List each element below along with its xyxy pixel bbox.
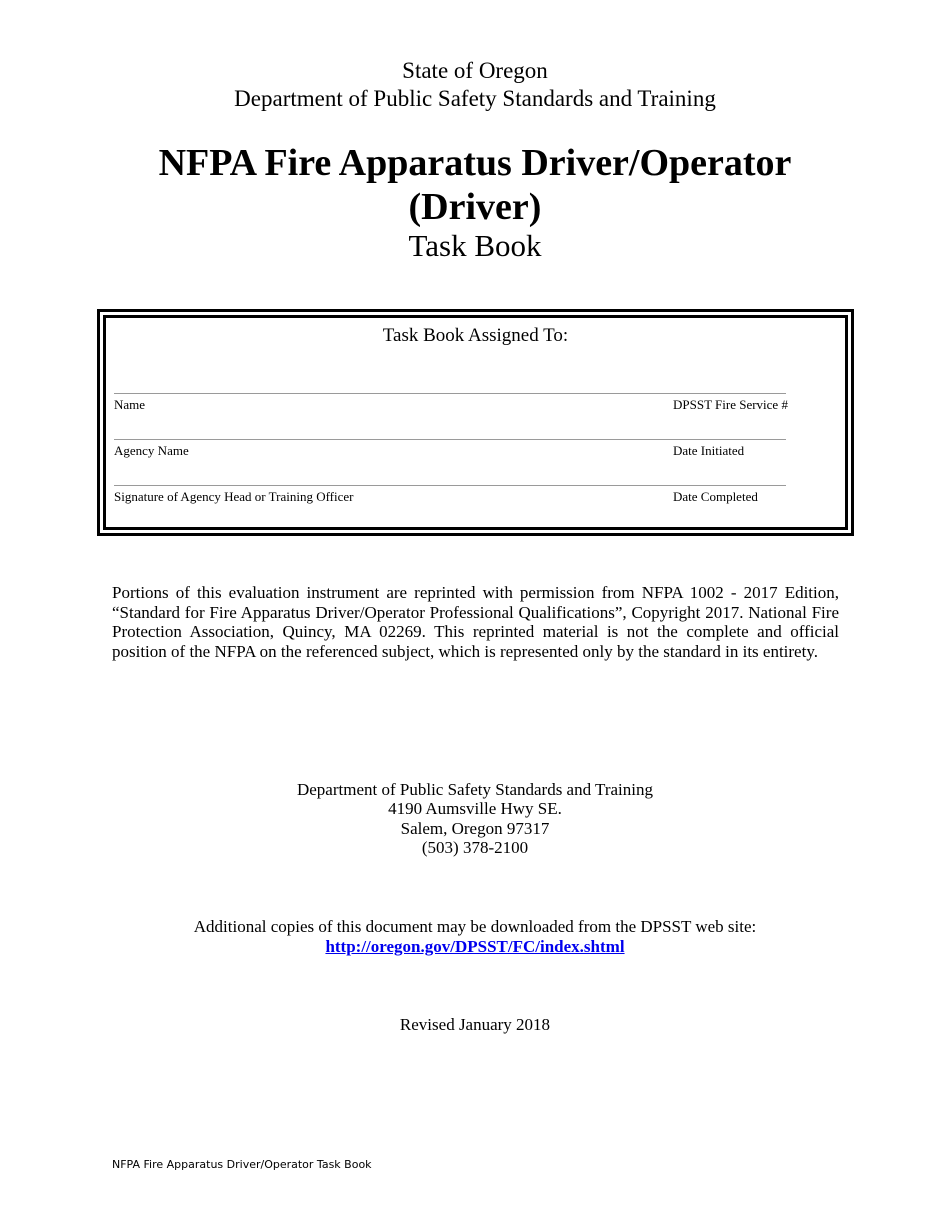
address-org: Department of Public Safety Standards and Training	[296, 780, 653, 799]
assignment-box	[97, 309, 854, 536]
dpsst-number-label: DPSST Fire Service #	[673, 397, 788, 412]
agency-signature-line[interactable]	[114, 439, 786, 440]
header-state: State of Oregon	[402, 58, 548, 83]
permission-paragraph: Portions of this evaluation instrument are reprinted with permission from NFPA 1002 - 2017 Edition, “Standard for Fire Apparatus Driver/Operator Professional Qualifications”, Copyright 2017. National Fire Protection Association, Quincy, MA 02269. This reprinted material is not the complete and official position of the NFPA on the referenced subject, which is represented only by the standard in its entirety.	[112, 583, 839, 661]
address-phone: (503) 378-2100	[421, 838, 529, 857]
download-text: Additional copies of this document may be downloaded from the DPSST web site:	[193, 917, 757, 936]
date-completed-label: Date Completed	[673, 489, 758, 504]
date-initiated-label: Date Initiated	[673, 443, 745, 458]
document-title-line2: (Driver)	[408, 186, 542, 228]
address-city: Salem, Oregon 97317	[400, 819, 550, 838]
dpsst-website-link[interactable]: http://oregon.gov/DPSST/FC/index.shtml	[325, 937, 625, 956]
name-signature-line[interactable]	[114, 393, 786, 394]
document-title-line1: NFPA Fire Apparatus Driver/Operator	[158, 142, 792, 184]
assignment-box-inner	[103, 315, 848, 530]
document-subtitle: Task Book	[408, 228, 542, 263]
assignment-heading: Task Book Assigned To:	[382, 325, 569, 346]
officer-signature-line[interactable]	[114, 485, 786, 486]
officer-signature-label: Signature of Agency Head or Training Officer	[114, 489, 354, 504]
page-footer: NFPA Fire Apparatus Driver/Operator Task Book	[112, 1158, 372, 1171]
agency-name-label: Agency Name	[114, 443, 189, 458]
revised-date: Revised January 2018	[399, 1015, 551, 1034]
address-street: 4190 Aumsville Hwy SE.	[388, 799, 562, 818]
header-department: Department of Public Safety Standards and Training	[234, 86, 716, 111]
name-label: Name	[114, 397, 146, 412]
